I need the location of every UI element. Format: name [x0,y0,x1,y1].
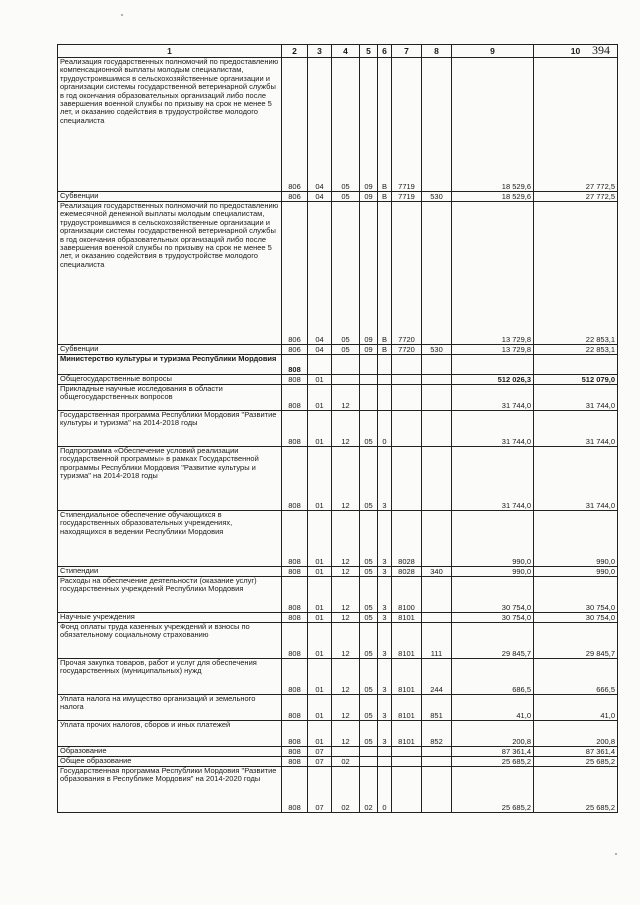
expense-type-code [422,375,452,385]
admin-code: 808 [282,511,308,567]
amount-year-2: 31 744,0 [534,411,618,447]
amount-year-1: 31 744,0 [452,411,534,447]
amount-year-2: 25 685,2 [534,767,618,813]
amount-year-2 [534,355,618,375]
column-header-5: 5 [360,45,378,58]
amount-year-1: 25 685,2 [452,757,534,767]
direction-code: 7719 [392,58,422,192]
direction-code [392,355,422,375]
program-code: 09 [360,202,378,345]
admin-code: 808 [282,721,308,747]
admin-code: 808 [282,659,308,695]
subsection-code [332,747,360,757]
amount-year-2: 30 754,0 [534,577,618,613]
direction-code [392,411,422,447]
subsection-code: 02 [332,767,360,813]
table-row [58,58,618,192]
section-code: 01 [308,385,332,411]
amount-year-2: 22 853,1 [534,345,618,355]
row-name: Общегосударственные вопросы [58,375,282,385]
amount-year-2: 31 744,0 [534,447,618,511]
row-name: Расходы на обеспечение деятельности (оказание услуг) государственных учреждений Республики Мордовия [58,577,282,613]
subsection-code: 12 [332,721,360,747]
subprogram-code: 3 [378,623,392,659]
row-name: Субвенции [58,345,282,355]
header-row [58,45,618,58]
column-header-2: 2 [282,45,308,58]
table-row [58,385,618,411]
section-code: 04 [308,345,332,355]
amount-year-1: 512 026,3 [452,375,534,385]
section-code: 01 [308,511,332,567]
row-name: Образование [58,747,282,757]
subprogram-code: В [378,202,392,345]
row-name: Фонд оплаты труда казенных учреждений и взносы по обязательному социальному страхованию [58,623,282,659]
table-row [58,613,618,623]
expense-type-code: 851 [422,695,452,721]
amount-year-2: 30 754,0 [534,613,618,623]
amount-year-1: 686,5 [452,659,534,695]
subsection-code: 05 [332,345,360,355]
admin-code: 808 [282,623,308,659]
admin-code: 806 [282,202,308,345]
admin-code: 808 [282,355,308,375]
expense-type-code [422,757,452,767]
admin-code: 808 [282,757,308,767]
program-code [360,355,378,375]
table-row [58,567,618,577]
amount-year-1: 25 685,2 [452,767,534,813]
amount-year-2: 27 772,5 [534,192,618,202]
direction-code: 8101 [392,659,422,695]
subprogram-code: В [378,58,392,192]
column-header-1: 1 [58,45,282,58]
row-name: Стипендиальное обеспечение обучающихся в государственных образовательных учреждениях, находящихся в ведении Республики Мордовия [58,511,282,567]
subprogram-code: 3 [378,659,392,695]
column-header-4: 4 [332,45,360,58]
subprogram-code: 3 [378,613,392,623]
amount-year-2: 27 772,5 [534,58,618,192]
program-code [360,375,378,385]
program-code: 05 [360,511,378,567]
amount-year-2: 200,8 [534,721,618,747]
row-name: Уплата налога на имущество организаций и земельного налога [58,695,282,721]
amount-year-2: 29 845,7 [534,623,618,659]
amount-year-1: 18 529,6 [452,192,534,202]
table-row [58,757,618,767]
subsection-code: 05 [332,192,360,202]
table-row [58,659,618,695]
subsection-code: 02 [332,757,360,767]
expense-type-code [422,747,452,757]
subprogram-code: 0 [378,411,392,447]
direction-code: 7719 [392,192,422,202]
table-row [58,447,618,511]
table-row [58,202,618,345]
subsection-code: 12 [332,613,360,623]
expense-type-code [422,613,452,623]
section-code [308,355,332,375]
section-code: 01 [308,567,332,577]
amount-year-1: 990,0 [452,567,534,577]
program-code [360,385,378,411]
expense-type-code: 852 [422,721,452,747]
section-code: 01 [308,659,332,695]
subsection-code: 12 [332,623,360,659]
expense-type-code: 244 [422,659,452,695]
page-number: 394 [592,43,610,57]
subprogram-code: 3 [378,577,392,613]
amount-year-2: 87 361,4 [534,747,618,757]
expense-type-code [422,202,452,345]
table-row [58,747,618,757]
row-name: Субвенции [58,192,282,202]
admin-code: 808 [282,375,308,385]
expense-type-code [422,355,452,375]
amount-year-1: 990,0 [452,511,534,567]
program-code: 05 [360,623,378,659]
admin-code: 808 [282,385,308,411]
subprogram-code [378,385,392,411]
column-header-7: 7 [392,45,422,58]
row-name: Стипендии [58,567,282,577]
row-name: Реализация государственных полномочий по предоставлению ежемесячной денежной выплаты молодым специалистам, трудоустроившимся в сельскохозяйственные организации и организации системы государственной ветеринарной службы в год окончания образовательных организаций либо после завершения военной службы по призыву на срок не менее 5 лет, и оказанию содействия в трудоустройстве молодого специалиста [58,202,282,345]
amount-year-1: 31 744,0 [452,385,534,411]
section-code: 01 [308,447,332,511]
direction-code [392,447,422,511]
subsection-code: 12 [332,659,360,695]
section-code: 01 [308,721,332,747]
admin-code: 808 [282,747,308,757]
program-code [360,747,378,757]
section-code: 04 [308,58,332,192]
section-code: 07 [308,767,332,813]
program-code: 09 [360,345,378,355]
section-code: 01 [308,411,332,447]
direction-code: 8028 [392,511,422,567]
row-name: Подпрограмма «Обеспечение условий реализации государственной программы» в рамках Государственной программы Республики Мордовия "Развитие культуры и туризма" на 2014-2018 годы [58,447,282,511]
expense-type-code: 530 [422,345,452,355]
table-row [58,192,618,202]
expense-type-code: 530 [422,192,452,202]
program-code: 05 [360,567,378,577]
subprogram-code [378,375,392,385]
subsection-code: 12 [332,567,360,577]
subprogram-code: 3 [378,567,392,577]
row-name: Прочая закупка товаров, работ и услуг для обеспечения государственных (муниципальных) нужд [58,659,282,695]
direction-code: 7720 [392,345,422,355]
admin-code: 806 [282,192,308,202]
admin-code: 808 [282,411,308,447]
amount-year-2: 31 744,0 [534,385,618,411]
scan-speck [615,853,617,855]
row-name: Министерство культуры и туризма Республики Мордовия [58,355,282,375]
direction-code: 8101 [392,695,422,721]
expense-type-code: 340 [422,567,452,577]
expense-type-code [422,385,452,411]
admin-code: 808 [282,447,308,511]
scan-speck [121,14,123,16]
amount-year-2: 666,5 [534,659,618,695]
program-code: 05 [360,695,378,721]
section-code: 07 [308,757,332,767]
program-code: 05 [360,447,378,511]
program-code: 05 [360,577,378,613]
program-code: 05 [360,613,378,623]
column-header-3: 3 [308,45,332,58]
amount-year-1: 13 729,8 [452,202,534,345]
subsection-code: 12 [332,511,360,567]
column-header-6: 6 [378,45,392,58]
table-row [58,345,618,355]
table-row [58,355,618,375]
expense-type-code [422,767,452,813]
direction-code [392,757,422,767]
row-name: Реализация государственных полномочий по предоставлению компенсационной выплаты молодым специалистам, трудоустроившимся в сельскохозяйственные организации и организации системы государственной ветеринарной службы в год окончания образовательных организаций либо после завершения военной службы по призыву на срок не менее 5 лет, и оказанию содействия в трудоустройстве молодого специалиста [58,58,282,192]
direction-code [392,375,422,385]
table-row [58,511,618,567]
table-body [58,58,618,813]
row-name: Государственная программа Республики Мордовия "Развитие культуры и туризма" на 2014-2018 годы [58,411,282,447]
admin-code: 806 [282,345,308,355]
amount-year-1: 41,0 [452,695,534,721]
section-code: 01 [308,695,332,721]
amount-year-1: 30 754,0 [452,613,534,623]
subsection-code [332,355,360,375]
row-name: Государственная программа Республики Мордовия "Развитие образования в Республике Мордовия" на 2014-2020 годы [58,767,282,813]
direction-code [392,385,422,411]
table-row [58,721,618,747]
row-name: Научные учреждения [58,613,282,623]
amount-year-2: 990,0 [534,511,618,567]
subprogram-code [378,747,392,757]
amount-year-1 [452,355,534,375]
expense-type-code [422,577,452,613]
direction-code: 8101 [392,623,422,659]
subsection-code: 12 [332,577,360,613]
subprogram-code: В [378,345,392,355]
amount-year-1: 200,8 [452,721,534,747]
section-code: 04 [308,192,332,202]
direction-code: 8101 [392,721,422,747]
expense-type-code [422,58,452,192]
section-code: 07 [308,747,332,757]
row-name: Прикладные научные исследования в области общегосударственных вопросов [58,385,282,411]
subsection-code [332,375,360,385]
admin-code: 806 [282,58,308,192]
admin-code: 808 [282,767,308,813]
expense-type-code: 111 [422,623,452,659]
column-header-9: 9 [452,45,534,58]
subprogram-code: 3 [378,447,392,511]
amount-year-2: 22 853,1 [534,202,618,345]
column-header-8: 8 [422,45,452,58]
amount-year-2: 41,0 [534,695,618,721]
program-code: 05 [360,411,378,447]
section-code: 01 [308,375,332,385]
direction-code: 8101 [392,613,422,623]
subprogram-code: 3 [378,695,392,721]
direction-code: 7720 [392,202,422,345]
subprogram-code [378,757,392,767]
program-code: 05 [360,721,378,747]
direction-code: 8100 [392,577,422,613]
table-row [58,577,618,613]
subprogram-code: В [378,192,392,202]
section-code: 04 [308,202,332,345]
section-code: 01 [308,613,332,623]
program-code: 09 [360,58,378,192]
amount-year-2: 512 079,0 [534,375,618,385]
section-code: 01 [308,623,332,659]
subsection-code: 12 [332,447,360,511]
table-row [58,411,618,447]
direction-code [392,747,422,757]
program-code: 09 [360,192,378,202]
admin-code: 808 [282,695,308,721]
subsection-code: 05 [332,58,360,192]
admin-code: 808 [282,577,308,613]
subsection-code: 12 [332,695,360,721]
amount-year-1: 30 754,0 [452,577,534,613]
admin-code: 808 [282,613,308,623]
direction-code: 8028 [392,567,422,577]
subprogram-code [378,355,392,375]
table-row [58,623,618,659]
row-name: Уплата прочих налогов, сборов и иных платежей [58,721,282,747]
expense-type-code [422,447,452,511]
budget-table [57,44,618,813]
subsection-code: 05 [332,202,360,345]
admin-code: 808 [282,567,308,577]
column-header-10: 10 [534,45,618,58]
section-code: 01 [308,577,332,613]
amount-year-1: 87 361,4 [452,747,534,757]
amount-year-1: 29 845,7 [452,623,534,659]
expense-type-code [422,511,452,567]
direction-code [392,767,422,813]
subsection-code: 12 [332,411,360,447]
program-code: 02 [360,767,378,813]
subprogram-code: 3 [378,721,392,747]
amount-year-2: 990,0 [534,567,618,577]
program-code [360,757,378,767]
table-row [58,375,618,385]
expense-type-code [422,411,452,447]
table-row [58,767,618,813]
program-code: 05 [360,659,378,695]
amount-year-1: 31 744,0 [452,447,534,511]
table-row [58,695,618,721]
subprogram-code: 0 [378,767,392,813]
amount-year-1: 13 729,8 [452,345,534,355]
subsection-code: 12 [332,385,360,411]
amount-year-2: 25 685,2 [534,757,618,767]
subprogram-code: 3 [378,511,392,567]
row-name: Общее образование [58,757,282,767]
amount-year-1: 18 529,6 [452,58,534,192]
